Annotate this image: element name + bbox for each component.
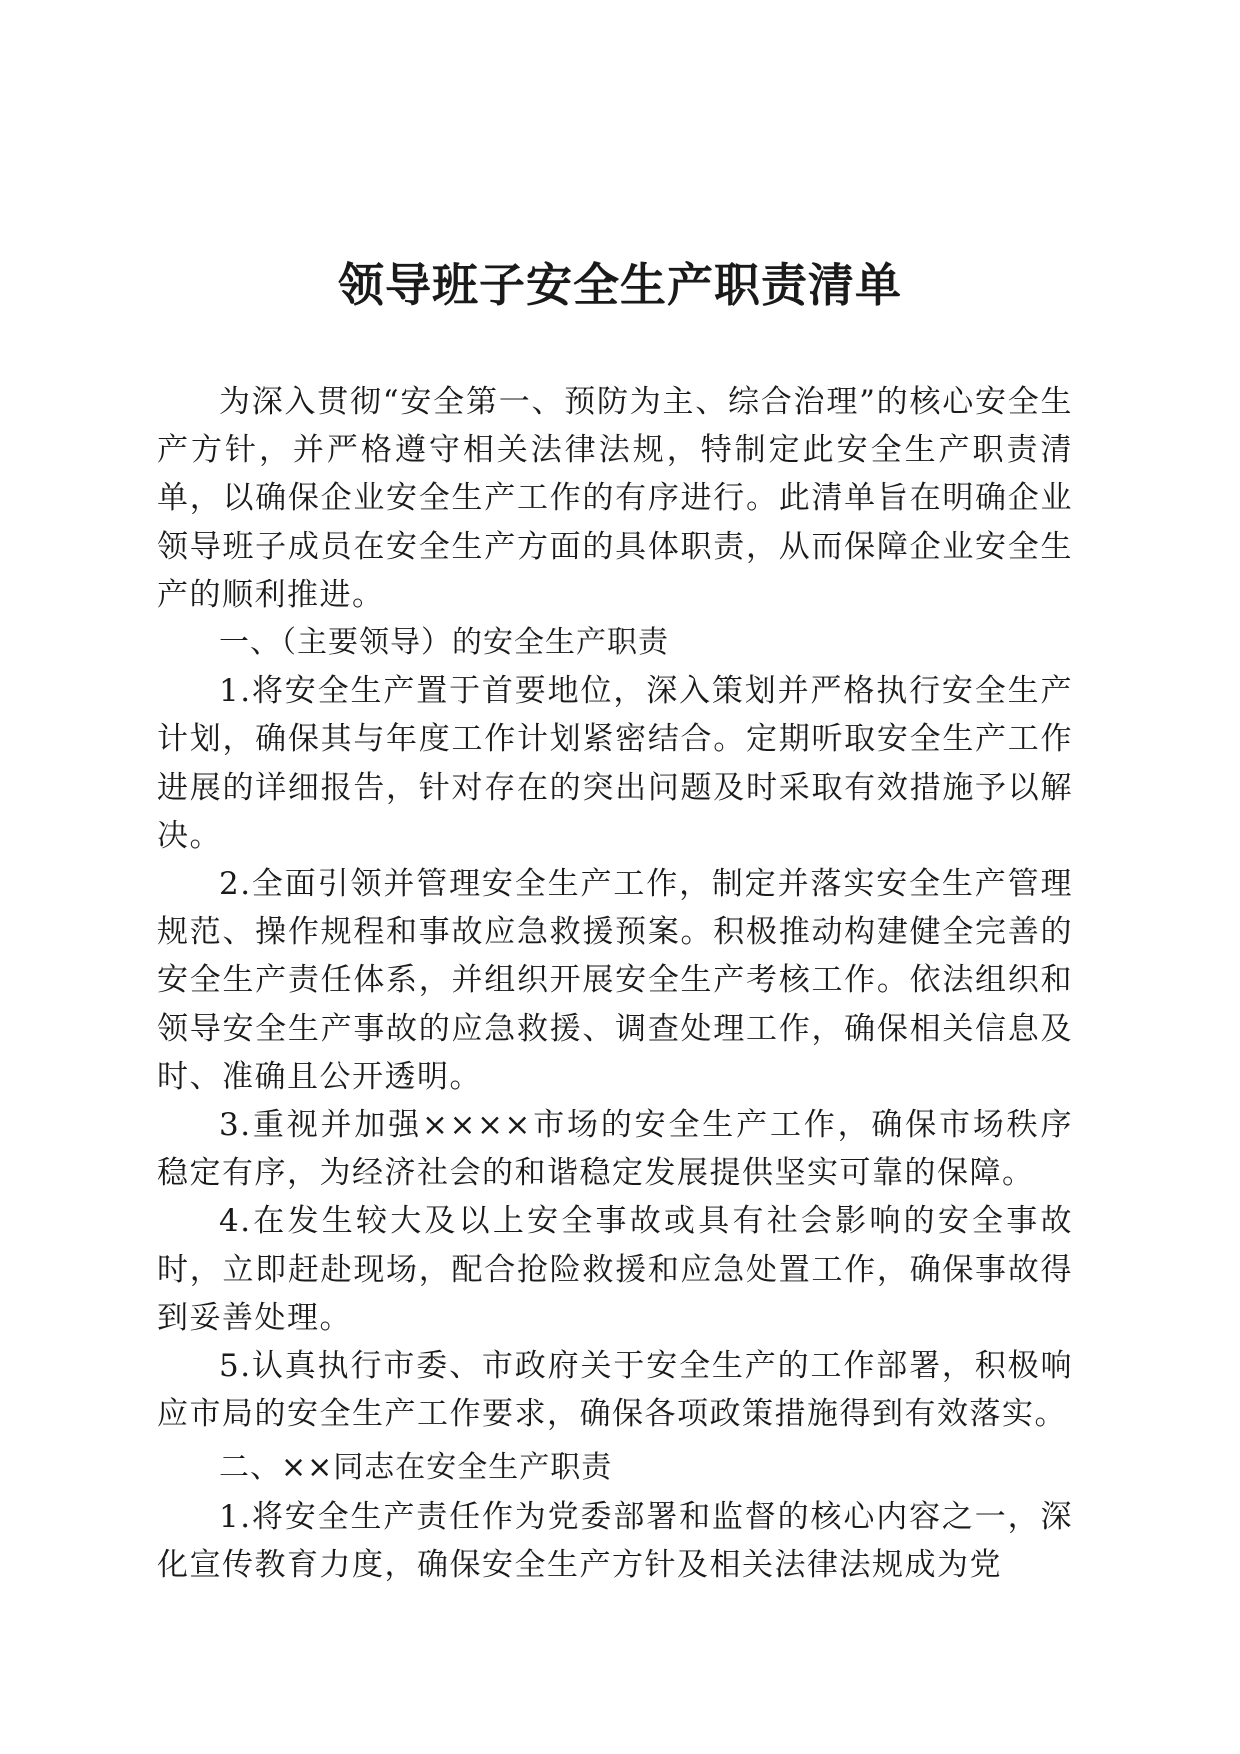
- section-1-item-5: 5.认真执行市委、市政府关于安全生产的工作部署，积极响应市局的安全生产工作要求，确保各项政策措施得到有效落实。: [157, 1348, 1073, 1433]
- section-1-item-3: 3.重视并加强××××市场的安全生产工作，确保市场秩序稳定有序，为经济社会的和谐稳定发展提供坚实可靠的保障。: [157, 1107, 1073, 1192]
- intro-paragraph: 为深入贯彻“安全第一、预防为主、综合治理”的核心安全生产方针，并严格遵守相关法律法规，特制定此安全生产职责清单，以确保企业安全生产工作的有序进行。此清单旨在明确企业领导班子成员在安全生产方面的具体职责，从而保障企业安全生产的顺利推进。: [157, 384, 1073, 613]
- section-2-heading: 二、××同志在安全生产职责: [219, 1450, 613, 1486]
- section-1-item-2: 2.全面引领并管理安全生产工作，制定并落实安全生产管理规范、操作规程和事故应急救援预案。积极推动构建健全完善的安全生产责任体系，并组织开展安全生产考核工作。依法组织和领导安全生产事故的应急救援、调查处理工作，确保相关信息及时、准确且公开透明。: [157, 866, 1073, 1095]
- section-1-item-4: 4.在发生较大及以上安全事故或具有社会影响的安全事故时，立即赶赴现场，配合抢险救援和应急处置工作，确保事故得到妥善处理。: [157, 1203, 1073, 1336]
- section-1-item-1: 1.将安全生产置于首要地位，深入策划并严格执行安全生产计划，确保其与年度工作计划紧密结合。定期听取安全生产工作进展的详细报告，针对存在的突出问题及时采取有效措施予以解决。: [157, 673, 1073, 854]
- section-1-heading: 一、（主要领导）的安全生产职责: [219, 625, 669, 661]
- section-2-item-1: 1.将安全生产责任作为党委部署和监督的核心内容之一，深化宣传教育力度，确保安全生产方针及相关法律法规成为党: [157, 1498, 1073, 1583]
- document-body: [157, 378, 1073, 1589]
- document-title: 领导班子安全生产职责清单: [338, 258, 902, 312]
